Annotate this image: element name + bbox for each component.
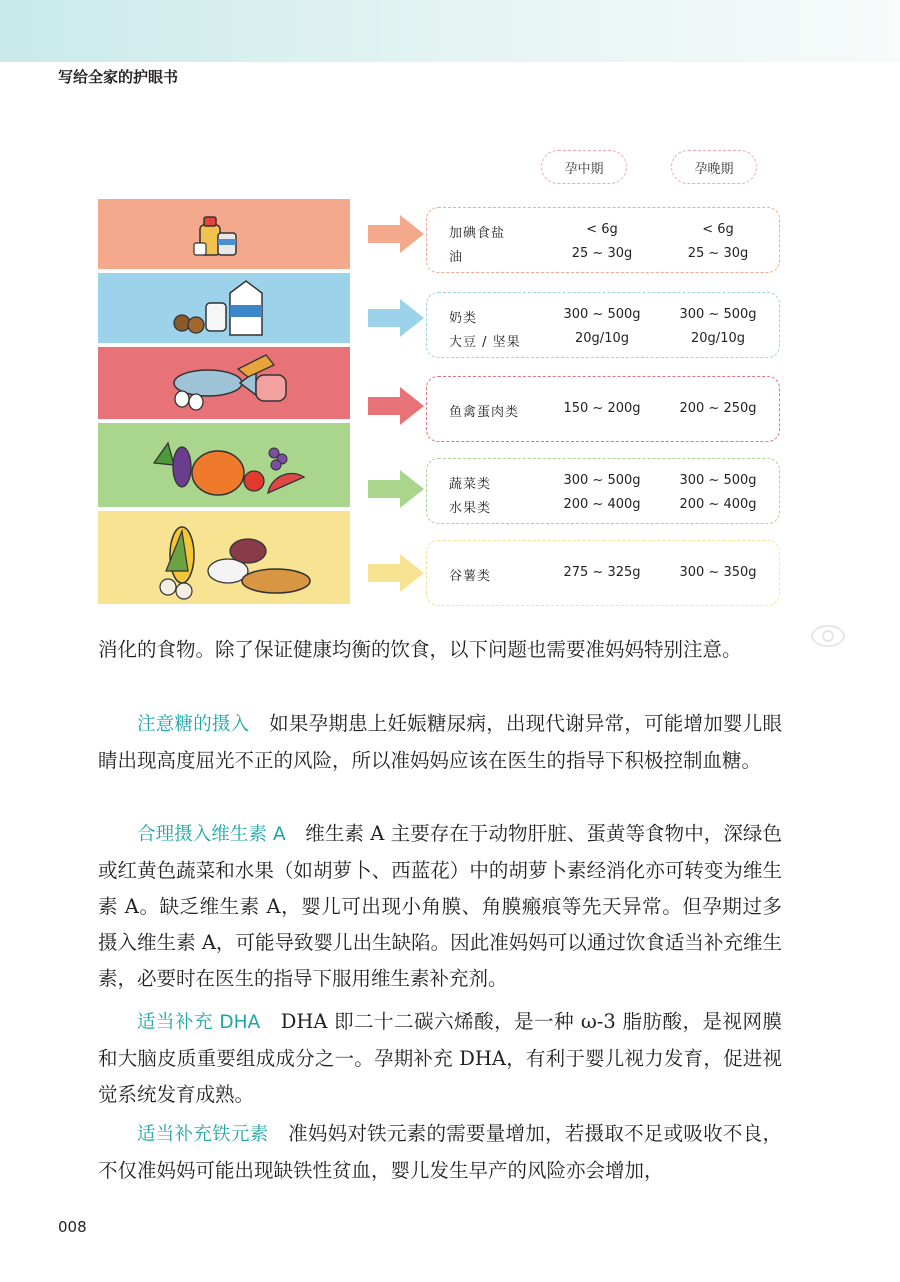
food-band-dairy-nuts xyxy=(98,273,350,343)
value-box-vegetables-fruits xyxy=(426,458,780,524)
late-value: 20g/10g xyxy=(691,331,745,346)
value-row xyxy=(427,497,779,517)
paragraph-text: 消化的食物。除了保证健康均衡的饮食，以下问题也需要准妈妈特别注意。 xyxy=(98,638,742,661)
food-name: 蔬菜类 xyxy=(449,477,492,492)
food-band-fish-meat-egg xyxy=(98,347,350,419)
arrow-icon xyxy=(366,297,426,339)
top-color-band xyxy=(0,0,900,62)
vegetables-fruits-icon xyxy=(98,423,350,507)
value-row xyxy=(427,331,779,351)
value-row xyxy=(427,307,779,327)
paragraph-text: DHA 即二十二碳六烯酸，是一种 ω-3 脂肪酸，是视网膜和大脑皮质重要组成成分之一。孕期补充 DHA，有利于婴儿视力发育，促进视觉系统发育成熟。 xyxy=(98,1010,782,1106)
value-box-salt-oil xyxy=(426,207,780,273)
mid-value: 300 ~ 500g xyxy=(563,307,641,322)
food-name: 加碘食盐 xyxy=(449,226,506,241)
value-box-dairy-nuts xyxy=(426,292,780,358)
section-heading: 适当补充铁元素 xyxy=(137,1124,269,1145)
arrow-icon xyxy=(366,468,426,510)
paragraph-text: 如果孕期患上妊娠糖尿病，出现代谢异常，可能增加婴儿眼睛出现高度屈光不正的风险，所以准妈妈应该在医生的指导下积极控制血糖。 xyxy=(98,712,782,772)
food-name: 水果类 xyxy=(449,501,492,516)
arrow-icon xyxy=(366,385,426,427)
paragraph-dha xyxy=(98,1004,782,1113)
food-band-salt-oil xyxy=(98,199,350,269)
value-row xyxy=(427,565,779,585)
late-value: 200 ~ 250g xyxy=(679,401,757,416)
mid-value: 300 ~ 500g xyxy=(563,473,641,488)
paragraph-sugar xyxy=(98,706,782,779)
late-value: 200 ~ 400g xyxy=(679,497,757,512)
food-band-vegetables-fruits xyxy=(98,423,350,507)
arrow-icon xyxy=(366,213,426,255)
late-value: < 6g xyxy=(702,222,734,237)
salt-oil-icon xyxy=(98,199,350,269)
page-number: 008 xyxy=(58,1218,87,1236)
value-row xyxy=(427,473,779,493)
food-name: 鱼禽蛋肉类 xyxy=(449,405,520,420)
food-band-grains-tubers xyxy=(98,511,350,604)
mid-value: 200 ~ 400g xyxy=(563,497,641,512)
value-row xyxy=(427,222,779,242)
grains-tubers-icon xyxy=(98,511,350,604)
value-box-grains-tubers xyxy=(426,540,780,606)
paragraph-text: 维生素 A 主要存在于动物肝脏、蛋黄等食物中，深绿色或红黄色蔬菜和水果（如胡萝卜、西蓝花）中的胡萝卜素经消化亦可转变为维生素 A。缺乏维生素 A，婴儿可出现小角膜、角膜瘢痕等先天异常。但孕期过多摄入维生素 A，可能导致婴儿出生缺陷。因此准妈妈可以通过饮食适当补充维生素，必要时在医生的指导下服用维生素补充剂。 xyxy=(98,822,782,990)
food-name: 奶类 xyxy=(449,311,478,326)
value-row xyxy=(427,401,779,421)
value-box-fish-meat-egg xyxy=(426,376,780,442)
late-value: 300 ~ 350g xyxy=(679,565,757,580)
paragraph-vitamin-a xyxy=(98,816,782,997)
period-late-pregnancy: 孕晚期 xyxy=(671,150,757,184)
dairy-nuts-icon xyxy=(98,273,350,343)
mid-value: 275 ~ 325g xyxy=(563,565,641,580)
running-title: 写给全家的护眼书 xyxy=(58,68,179,86)
late-value: 300 ~ 500g xyxy=(679,307,757,322)
paragraph-continuation xyxy=(98,632,782,668)
food-name: 油 xyxy=(449,250,464,265)
fish-meat-egg-icon xyxy=(98,347,350,419)
value-row xyxy=(427,246,779,266)
late-value: 25 ~ 30g xyxy=(687,246,749,261)
paragraph-text: 准妈妈对铁元素的需要量增加，若摄取不足或吸收不良，不仅准妈妈可能出现缺铁性贫血，婴儿发生早产的风险亦会增加， xyxy=(98,1122,782,1182)
section-heading: 适当补充 DHA xyxy=(137,1012,261,1033)
mid-value: 150 ~ 200g xyxy=(563,401,641,416)
late-value: 300 ~ 500g xyxy=(679,473,757,488)
section-heading: 注意糖的摄入 xyxy=(137,714,250,735)
mid-value: < 6g xyxy=(586,222,618,237)
mid-value: 20g/10g xyxy=(575,331,629,346)
period-mid-pregnancy: 孕中期 xyxy=(541,150,627,184)
section-heading: 合理摄入维生素 A xyxy=(137,824,286,845)
eye-mark-icon xyxy=(808,622,848,650)
food-name: 谷薯类 xyxy=(449,569,492,584)
mid-value: 25 ~ 30g xyxy=(571,246,633,261)
food-name: 大豆 / 坚果 xyxy=(449,335,521,350)
arrow-icon xyxy=(366,552,426,594)
paragraph-iron xyxy=(98,1116,782,1189)
